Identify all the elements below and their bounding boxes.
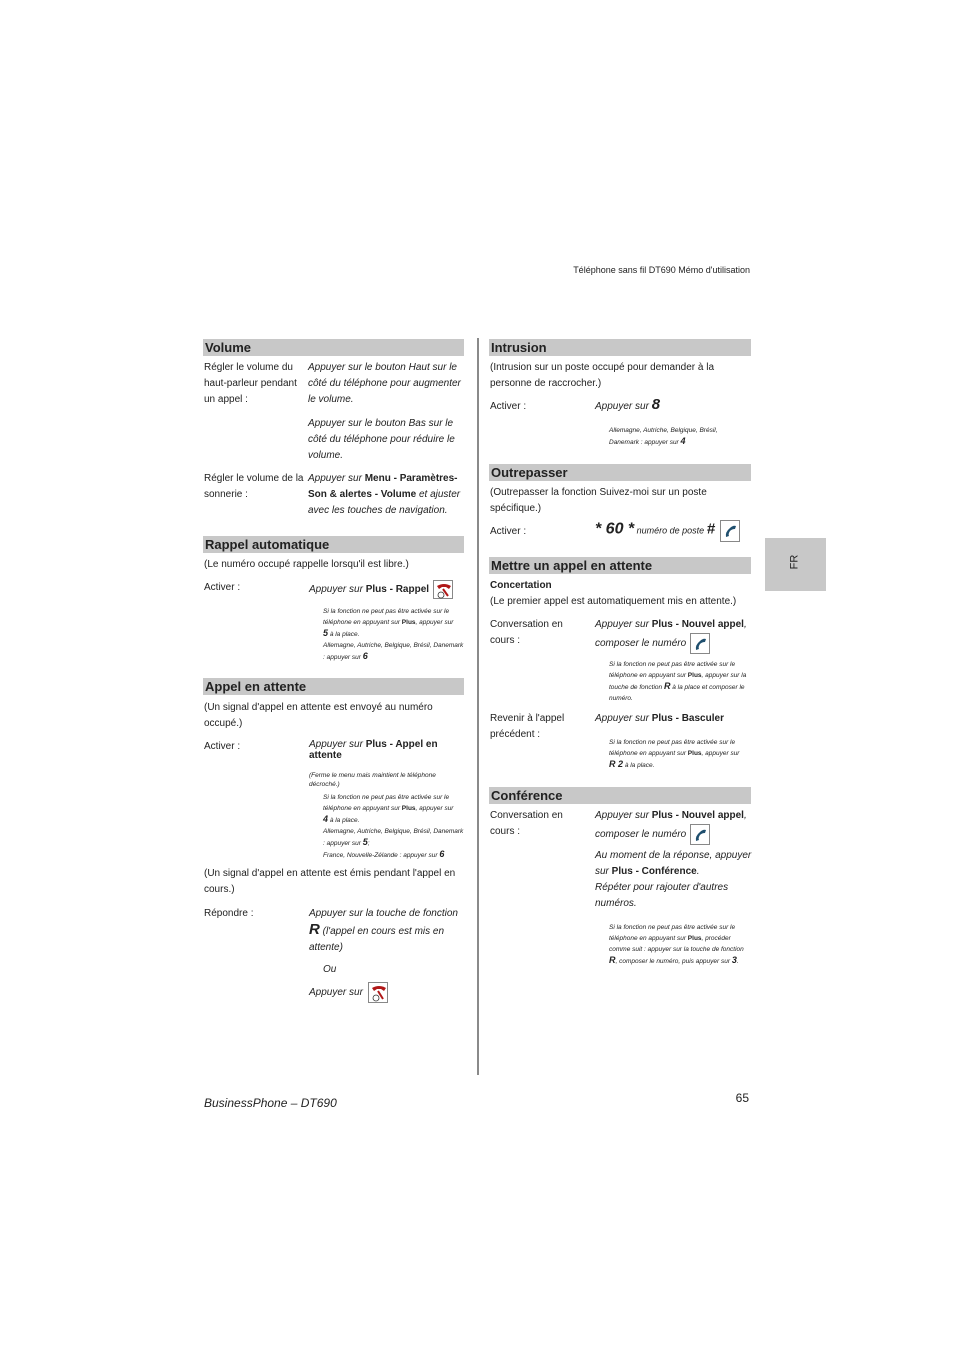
mettre-intro: (Le premier appel est automatiquement mis en attente.) (490, 596, 737, 607)
mettre-action2: Appuyer sur Plus - Basculer (595, 713, 724, 724)
mettre-subtitle: Concertation (490, 580, 552, 591)
mettre-label2: Revenir à l'appel précédent : (490, 713, 565, 740)
footer-product: BusinessPhone – DT690 (204, 1096, 337, 1110)
volume-row1-text-b: Appuyer sur le bouton Bas sur le côté du téléphone pour réduire le volume. (308, 418, 455, 461)
section-title-volume: Volume (203, 339, 464, 356)
mettre-action1: Appuyer sur Plus - Nouvel appel, composer le numéro (595, 617, 753, 654)
hangup-key-icon (368, 982, 388, 1003)
attente-label2: Répondre : (204, 908, 254, 919)
conference-action2: Au moment de la réponse, appuyer sur Plus - Conférence. Répéter pour rajouter d'autres numéros. (595, 850, 752, 909)
attente-answer: Appuyer sur la touche de fonction R (l'appel en cours est mis en attente) (309, 908, 458, 953)
attente-label: Activer : (204, 741, 241, 752)
outrepasser-label: Activer : (490, 526, 527, 537)
column-divider (477, 338, 479, 1075)
attente-intro: (Un signal d'appel en attente est envoyé au numéro occupé.) (204, 702, 433, 729)
volume-row2-label: Régler le volume de la sonnerie : (204, 473, 304, 500)
attente-intro2: (Un signal d'appel en attente est émis pendant l'appel en cours.) (204, 868, 456, 895)
intrusion-intro: (Intrusion sur un poste occupé pour demander à la personne de raccrocher.) (490, 362, 715, 389)
attente-note0: (Ferme le menu mais maintient le téléphone décroché.) (309, 772, 436, 788)
rappel-label: Activer : (204, 582, 241, 593)
rappel-action: Appuyer sur Plus - Rappel (309, 580, 469, 599)
hangup-key-icon (433, 580, 453, 599)
volume-row2-text: Appuyer sur Menu - Paramètres-Son & alertes - Volume et ajuster avec les touches de navigation. (308, 473, 461, 516)
call-key-icon (690, 824, 710, 845)
attente-note: Si la fonction ne peut pas être activée sur le téléphone en appuyant sur Plus, appuyer sur 4 à la place. Allemagne, Autriche, Belgique, Brésil, Danemark : appuyer sur 5; France, Nouvelle-Zélande : appuyer sur 6 (323, 794, 464, 859)
outrepasser-action: * 60 * numéro de poste # (595, 520, 755, 542)
attente-press: Appuyer sur (309, 982, 388, 1003)
mettre-note1: Si la fonction ne peut pas être activée sur le téléphone en appuyant sur Plus, appuyer sur la touche de fonction R à la place et composer le numéro. (609, 661, 747, 702)
mettre-note2: Si la fonction ne peut pas être activée sur le téléphone en appuyant sur Plus, appuyer sur R 2 à la place. (609, 739, 740, 769)
section-title-mettre: Mettre un appel en attente (489, 557, 751, 574)
volume-row1-text-a: Appuyer sur le bouton Haut sur le côté du téléphone pour augmenter le volume. (308, 362, 461, 405)
conference-label: Conversation en cours : (490, 810, 563, 837)
call-key-icon (690, 633, 710, 654)
rappel-intro: (Le numéro occupé rappelle lorsqu'il est libre.) (204, 559, 409, 570)
intrusion-note: Allemagne, Autriche, Belgique, Brésil, Danemark : appuyer sur 4 (609, 427, 718, 446)
document-header: Téléphone sans fil DT690 Mémo d'utilisation (573, 265, 750, 275)
intrusion-label: Activer : (490, 401, 527, 412)
section-title-conference: Conférence (489, 787, 751, 804)
rappel-note: Si la fonction ne peut pas être activée sur le téléphone en appuyant sur Plus, appuyer sur 5 à la place. Allemagne, Autriche, Belgique, Brésil, Danemark : appuyer sur 6 (323, 608, 464, 661)
section-title-outrepasser: Outrepasser (489, 464, 751, 481)
mettre-label1: Conversation en cours : (490, 619, 563, 646)
conference-note: Si la fonction ne peut pas être activée sur le téléphone en appuyant sur Plus, procéder comme suit : appuyer sur la touche de fonction R, composer le numéro, puis appuyer sur 3. (609, 924, 744, 965)
section-title-intrusion: Intrusion (489, 339, 751, 356)
attente-or: Ou (323, 964, 337, 975)
call-key-icon (720, 520, 740, 542)
language-tab-label: FR (788, 554, 801, 570)
section-title-attente: Appel en attente (203, 678, 464, 695)
volume-row1-label: Régler le volume du haut-parleur pendant un appel : (204, 362, 297, 405)
language-tab (765, 538, 826, 591)
page-number: 65 (735, 1091, 749, 1105)
attente-action: Appuyer sur Plus - Appel en attente (309, 739, 438, 761)
section-title-rappel: Rappel automatique (203, 536, 464, 553)
outrepasser-intro: (Outrepasser la fonction Suivez-moi sur un poste spécifique.) (490, 487, 707, 514)
intrusion-action: Appuyer sur 8 (595, 396, 661, 413)
conference-action1: Appuyer sur Plus - Nouvel appel, composer le numéro (595, 808, 753, 845)
